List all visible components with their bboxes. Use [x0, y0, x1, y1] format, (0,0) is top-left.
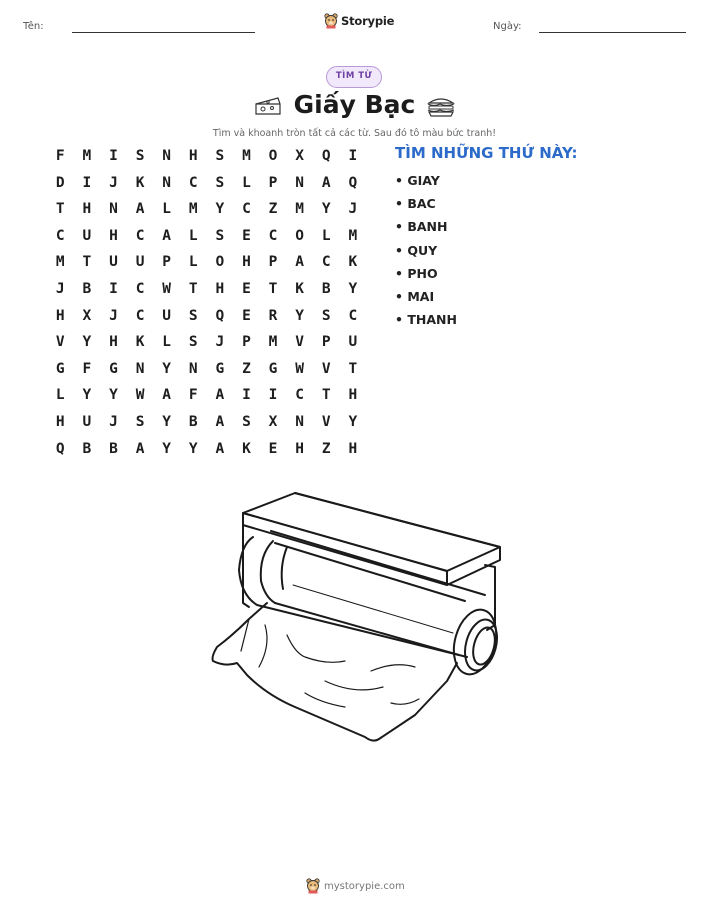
grid-letter[interactable]: N	[135, 360, 145, 377]
word-list-item: • BAC	[395, 196, 436, 212]
grid-letter[interactable]: H	[55, 307, 65, 324]
grid-letter[interactable]: Y	[348, 413, 358, 430]
grid-letter[interactable]: J	[109, 307, 118, 324]
grid-letter[interactable]: V	[295, 334, 304, 351]
grid-letter[interactable]: U	[82, 227, 92, 244]
grid-letter[interactable]: S	[215, 227, 225, 244]
word-list-heading: TÌM NHỮNG THỨ NÀY:	[395, 144, 578, 162]
grid-letter[interactable]: E	[242, 280, 251, 297]
grid-letter[interactable]: K	[135, 334, 145, 351]
grid-letter[interactable]: F	[82, 360, 92, 377]
grid-letter[interactable]: A	[215, 387, 225, 404]
grid-letter[interactable]: I	[109, 280, 118, 297]
grid-letter[interactable]: L	[162, 201, 172, 218]
grid-letter[interactable]: A	[295, 254, 304, 271]
word-list-item: • THANH	[395, 312, 457, 328]
grid-row	[47, 412, 366, 439]
grid-letter[interactable]: A	[135, 201, 145, 218]
grid-letter[interactable]: S	[135, 413, 145, 430]
grid-letter[interactable]: L	[321, 227, 331, 244]
grid-letter[interactable]: L	[162, 334, 172, 351]
grid-letter[interactable]: S	[215, 174, 225, 191]
grid-letter[interactable]: Y	[295, 307, 304, 324]
grid-letter[interactable]: F	[55, 148, 65, 164]
footer-url: mystorypie.com	[324, 880, 405, 892]
grid-letter[interactable]: J	[215, 334, 225, 351]
grid-letter[interactable]: Y	[82, 334, 92, 351]
grid-row	[47, 385, 366, 412]
grid-letter[interactable]: M	[268, 334, 278, 351]
grid-letter[interactable]: G	[268, 360, 278, 377]
grid-letter[interactable]: U	[82, 413, 92, 430]
grid-row	[47, 226, 366, 253]
grid-letter[interactable]: C	[348, 307, 358, 324]
grid-letter[interactable]: J	[55, 280, 65, 297]
grid-letter[interactable]: P	[242, 334, 251, 351]
grid-letter[interactable]: T	[348, 360, 358, 377]
grid-letter[interactable]: S	[321, 307, 331, 324]
grid-letter[interactable]: T	[188, 280, 198, 297]
grid-row	[47, 332, 366, 359]
grid-letter[interactable]: J	[109, 174, 118, 191]
word-list-item: • MAI	[395, 288, 435, 304]
grid-letter[interactable]: G	[215, 360, 225, 377]
grid-letter[interactable]: T	[268, 280, 278, 297]
grid-letter[interactable]: L	[188, 254, 198, 271]
grid-letter[interactable]: S	[135, 148, 145, 164]
grid-letter[interactable]: W	[295, 360, 304, 377]
grid-letter[interactable]: L	[242, 174, 251, 191]
grid-letter[interactable]: H	[295, 440, 304, 457]
grid-letter[interactable]: K	[295, 280, 304, 297]
grid-letter[interactable]: Y	[109, 387, 118, 404]
grid-letter[interactable]: I	[82, 174, 92, 191]
grid-row	[47, 439, 366, 466]
grid-letter[interactable]: W	[162, 280, 172, 297]
grid-letter[interactable]: B	[321, 280, 331, 297]
grid-row	[47, 199, 366, 226]
grid-letter[interactable]: A	[162, 227, 172, 244]
grid-letter[interactable]: X	[82, 307, 92, 324]
grid-letter[interactable]: N	[162, 174, 172, 191]
grid-row	[47, 359, 366, 386]
grid-letter[interactable]: N	[109, 201, 118, 218]
grid-letter[interactable]: I	[348, 148, 358, 164]
grid-letter[interactable]: V	[55, 334, 65, 351]
grid-letter[interactable]: F	[188, 387, 198, 404]
grid-letter[interactable]: H	[55, 413, 65, 430]
grid-letter[interactable]: U	[162, 307, 172, 324]
storypie-logo	[324, 13, 394, 29]
grid-letter[interactable]: J	[109, 413, 118, 430]
grid-letter[interactable]: K	[242, 440, 251, 457]
grid-letter[interactable]: N	[188, 360, 198, 377]
grid-letter[interactable]: X	[268, 413, 278, 430]
grid-letter[interactable]: N	[295, 174, 304, 191]
grid-letter[interactable]: K	[135, 174, 145, 191]
grid-letter[interactable]: J	[348, 201, 358, 218]
grid-letter[interactable]: S	[242, 413, 251, 430]
grid-letter[interactable]: P	[268, 174, 278, 191]
grid-letter[interactable]: H	[348, 440, 358, 457]
grid-letter[interactable]: G	[109, 360, 118, 377]
grid-letter[interactable]: P	[162, 254, 172, 271]
grid-letter[interactable]: V	[321, 413, 331, 430]
grid-letter[interactable]: C	[188, 174, 198, 191]
grid-letter[interactable]: U	[135, 254, 145, 271]
grid-letter[interactable]: C	[135, 307, 145, 324]
grid-letter[interactable]: A	[321, 174, 331, 191]
grid-letter[interactable]: O	[215, 254, 225, 271]
grid-letter[interactable]: C	[268, 227, 278, 244]
grid-letter[interactable]: Y	[162, 413, 172, 430]
grid-letter[interactable]: Q	[348, 174, 358, 191]
grid-letter[interactable]: S	[188, 307, 198, 324]
grid-letter[interactable]: H	[109, 227, 118, 244]
grid-letter[interactable]: O	[268, 148, 278, 164]
word-list-item: • QUY	[395, 242, 438, 258]
grid-row	[47, 173, 366, 200]
grid-letter[interactable]: Z	[321, 440, 331, 457]
logo-text: Storypie	[341, 14, 395, 28]
grid-letter[interactable]: L	[188, 227, 198, 244]
name-line	[72, 32, 255, 33]
grid-letter[interactable]: I	[109, 148, 118, 164]
grid-letter[interactable]: C	[135, 227, 145, 244]
grid-letter[interactable]: C	[295, 387, 304, 404]
grid-letter[interactable]: E	[268, 440, 278, 457]
grid-letter[interactable]: C	[321, 254, 331, 271]
grid-letter[interactable]: S	[188, 334, 198, 351]
grid-letter[interactable]: B	[188, 413, 198, 430]
grid-letter[interactable]: T	[82, 254, 92, 271]
grid-letter[interactable]: Q	[215, 307, 225, 324]
grid-letter[interactable]: A	[135, 440, 145, 457]
grid-letter[interactable]: C	[242, 201, 251, 218]
grid-letter[interactable]: G	[55, 360, 65, 377]
grid-letter[interactable]: T	[321, 387, 331, 404]
page-title: Giấy Bạc	[293, 90, 416, 119]
grid-letter[interactable]: B	[82, 280, 92, 297]
grid-letter[interactable]: A	[215, 440, 225, 457]
grid-letter[interactable]: Y	[215, 201, 225, 218]
grid-letter[interactable]: M	[55, 254, 65, 271]
grid-letter[interactable]: N	[295, 413, 304, 430]
bear-logo-icon	[324, 13, 338, 29]
grid-letter[interactable]: T	[55, 201, 65, 218]
grid-row	[47, 279, 366, 306]
grid-letter[interactable]: H	[109, 334, 118, 351]
grid-letter[interactable]: U	[109, 254, 118, 271]
grid-letter[interactable]: E	[242, 307, 251, 324]
grid-letter[interactable]: A	[215, 413, 225, 430]
date-label: Ngày:	[493, 21, 522, 32]
grid-letter[interactable]: K	[348, 254, 358, 271]
foil-roll-illustration	[195, 485, 515, 765]
grid-letter[interactable]: M	[82, 148, 92, 164]
grid-letter[interactable]: H	[82, 201, 92, 218]
grid-letter[interactable]: Z	[242, 360, 251, 377]
grid-row	[47, 252, 366, 279]
grid-letter[interactable]: P	[268, 254, 278, 271]
grid-letter[interactable]: Q	[55, 440, 65, 457]
word-search-grid	[47, 146, 366, 465]
grid-letter[interactable]: Y	[348, 280, 358, 297]
grid-letter[interactable]: Y	[82, 387, 92, 404]
grid-letter[interactable]: Z	[268, 201, 278, 218]
grid-letter[interactable]: V	[321, 360, 331, 377]
sandwich-icon	[426, 94, 456, 118]
grid-letter[interactable]: C	[55, 227, 65, 244]
grid-letter[interactable]: Y	[162, 360, 172, 377]
instructions: Tìm và khoanh tròn tất cả các từ. Sau đó tô màu bức tranh!	[212, 128, 497, 139]
grid-letter[interactable]: D	[55, 174, 65, 191]
grid-letter[interactable]: P	[321, 334, 331, 351]
grid-letter[interactable]: M	[242, 148, 251, 164]
footer	[306, 878, 405, 894]
word-list-item: • BANH	[395, 219, 448, 235]
word-list-item: • PHO	[395, 265, 438, 281]
grid-letter[interactable]: M	[188, 201, 198, 218]
date-line	[539, 32, 686, 33]
find-words-badge: TÌM TỪ	[326, 66, 382, 88]
grid-letter[interactable]: S	[215, 148, 225, 164]
grid-letter[interactable]: M	[295, 201, 304, 218]
grid-letter[interactable]: I	[242, 387, 251, 404]
grid-letter[interactable]: Q	[321, 148, 331, 164]
bear-logo-icon	[306, 878, 320, 894]
word-list-item: • GIAY	[395, 173, 440, 188]
grid-letter[interactable]: H	[188, 148, 198, 164]
grid-letter[interactable]: N	[162, 148, 172, 164]
grid-letter[interactable]: X	[295, 148, 304, 164]
grid-letter[interactable]: Y	[321, 201, 331, 218]
grid-letter[interactable]: M	[348, 227, 358, 244]
grid-letter[interactable]: C	[135, 280, 145, 297]
grid-letter[interactable]: Y	[188, 440, 198, 457]
grid-letter[interactable]: I	[268, 387, 278, 404]
grid-letter[interactable]: W	[135, 387, 145, 404]
grid-letter[interactable]: H	[242, 254, 251, 271]
name-label: Tên:	[23, 21, 44, 32]
grid-letter[interactable]: Y	[162, 440, 172, 457]
grid-letter[interactable]: H	[348, 387, 358, 404]
grid-letter[interactable]: B	[82, 440, 92, 457]
word-list	[395, 172, 457, 334]
grid-letter[interactable]: B	[109, 440, 118, 457]
grid-letter[interactable]: R	[268, 307, 278, 324]
grid-letter[interactable]: O	[295, 227, 304, 244]
grid-letter[interactable]: A	[162, 387, 172, 404]
grid-letter[interactable]: U	[348, 334, 358, 351]
grid-row	[47, 306, 366, 333]
grid-letter[interactable]: E	[242, 227, 251, 244]
grid-letter[interactable]: L	[55, 387, 65, 404]
grid-letter[interactable]: H	[215, 280, 225, 297]
grid-row	[47, 146, 366, 173]
